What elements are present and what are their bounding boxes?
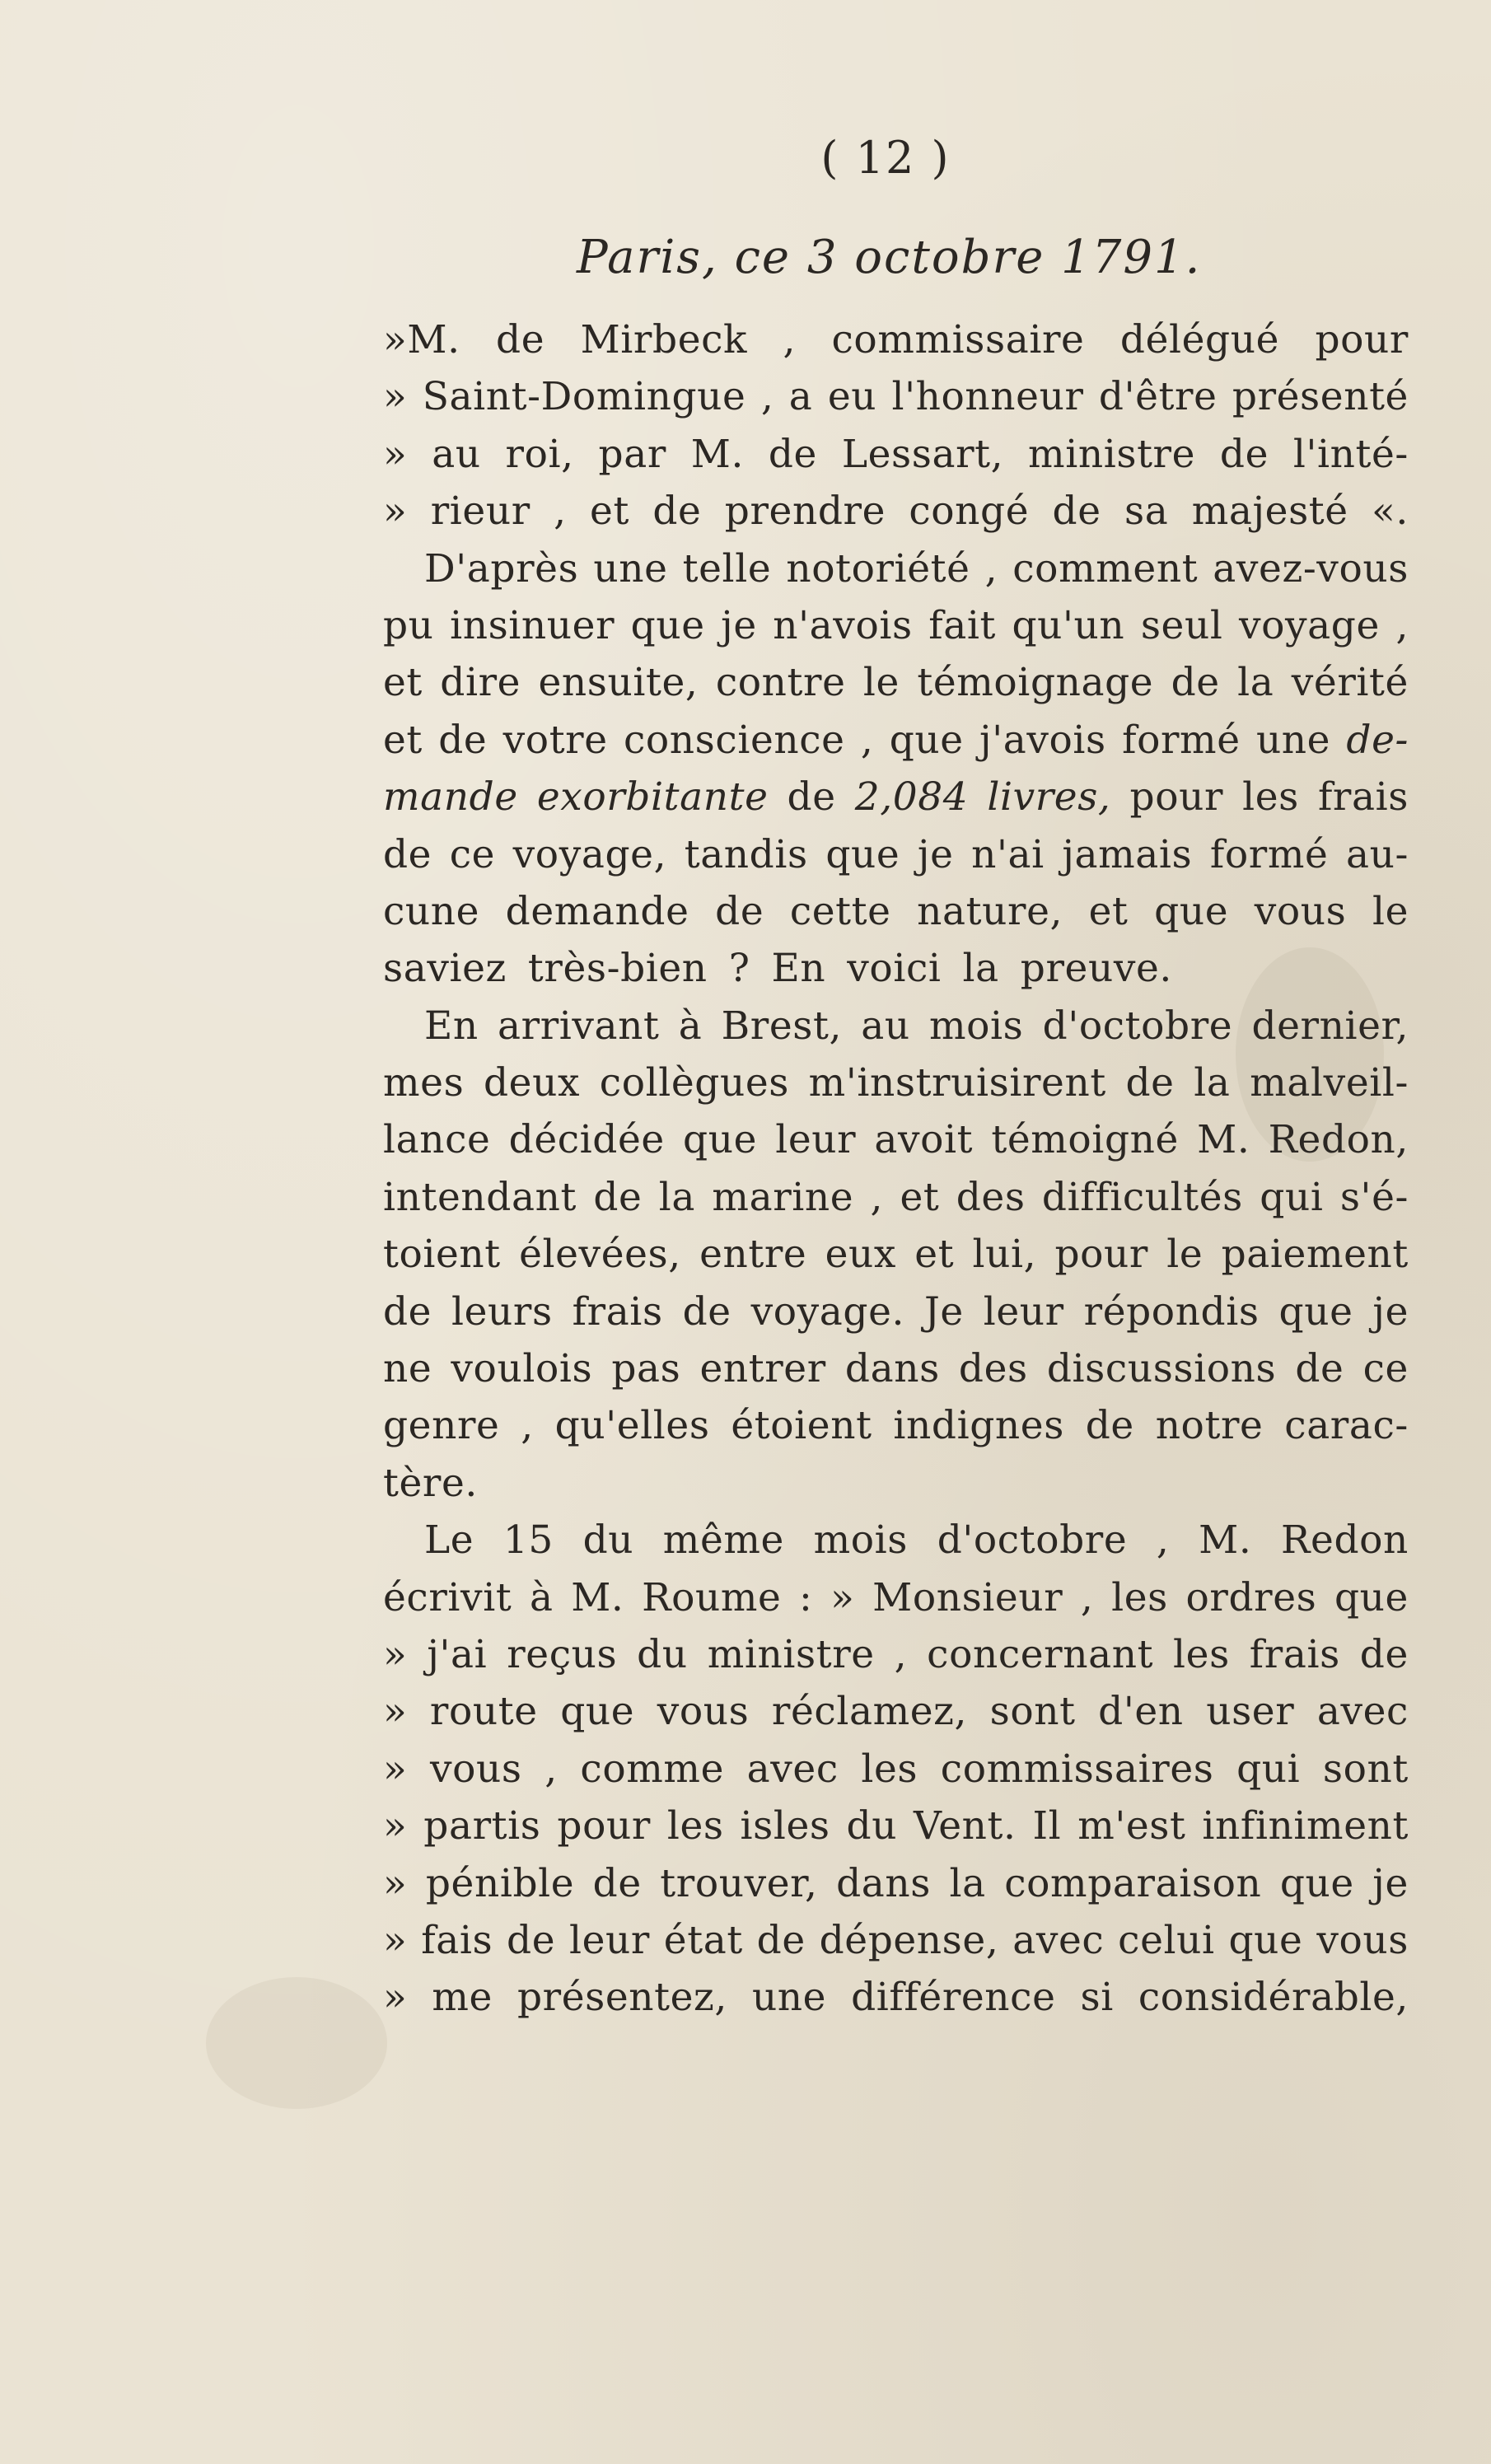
word: dernier, bbox=[1251, 1003, 1409, 1049]
word: que bbox=[889, 717, 964, 763]
text-line bbox=[383, 597, 1409, 654]
word: frais bbox=[1317, 774, 1409, 821]
word: du bbox=[637, 1631, 688, 1677]
word: l'inté- bbox=[1292, 431, 1409, 477]
word: reçus bbox=[507, 1631, 618, 1677]
word: présenté bbox=[1232, 374, 1409, 420]
text-line bbox=[383, 1169, 1409, 1226]
word: Vent. bbox=[914, 1803, 1017, 1849]
word: » bbox=[383, 1975, 408, 2021]
text-line bbox=[383, 368, 1409, 425]
word: 2,084 bbox=[854, 774, 969, 821]
text-line bbox=[383, 1798, 1409, 1854]
word: de bbox=[715, 888, 764, 934]
word: sont bbox=[1322, 1746, 1409, 1792]
word: pénible bbox=[425, 1860, 575, 1906]
word: frais bbox=[1249, 1631, 1340, 1677]
word: la bbox=[1194, 1060, 1231, 1106]
word: seul bbox=[1140, 602, 1223, 648]
word: commissaire bbox=[831, 317, 1085, 362]
word: les bbox=[861, 1746, 918, 1792]
word: la bbox=[962, 946, 999, 992]
word: une bbox=[1255, 717, 1331, 763]
word: la bbox=[1237, 660, 1274, 706]
word: et bbox=[900, 1174, 940, 1220]
word: rieur bbox=[430, 489, 530, 535]
word: avec bbox=[1316, 1689, 1409, 1735]
word: majesté bbox=[1191, 489, 1348, 535]
word: En bbox=[771, 946, 826, 992]
word: et bbox=[383, 660, 423, 706]
word: par bbox=[598, 431, 666, 477]
word: fais bbox=[421, 1917, 493, 1963]
word: que bbox=[683, 1117, 757, 1163]
word: , bbox=[984, 545, 998, 591]
word: du bbox=[582, 1517, 634, 1564]
text-line bbox=[383, 483, 1409, 540]
word: de bbox=[682, 1288, 731, 1335]
word: mande bbox=[383, 774, 518, 821]
word: je bbox=[917, 831, 954, 877]
word: M. bbox=[1197, 1117, 1250, 1163]
word: au- bbox=[1346, 831, 1409, 877]
word: pour bbox=[557, 1803, 651, 1849]
word: j'avois bbox=[979, 717, 1106, 763]
word: frais bbox=[572, 1288, 663, 1335]
word: votre bbox=[502, 717, 608, 763]
word: de bbox=[1359, 1631, 1409, 1677]
word: livres, bbox=[987, 774, 1111, 821]
word: même bbox=[662, 1517, 784, 1564]
page-number: ( 12 ) bbox=[820, 132, 951, 184]
word: partis bbox=[423, 1803, 541, 1849]
word: que bbox=[560, 1689, 635, 1735]
text-line bbox=[383, 1741, 1409, 1798]
word: roi, bbox=[505, 431, 574, 477]
word: demande bbox=[505, 888, 689, 934]
word: de bbox=[383, 1288, 432, 1335]
word: que bbox=[630, 602, 705, 648]
word: d'en bbox=[1098, 1689, 1184, 1735]
word: sa bbox=[1124, 489, 1169, 535]
word: ce bbox=[449, 831, 496, 877]
word: leur bbox=[775, 1117, 857, 1163]
text-line bbox=[383, 1569, 1409, 1626]
word: que bbox=[1279, 1860, 1354, 1906]
word: discussions bbox=[1046, 1346, 1277, 1392]
word: différence bbox=[851, 1975, 1056, 2021]
word: répondis bbox=[1083, 1288, 1260, 1335]
word: notoriété bbox=[786, 545, 970, 591]
word: malveil- bbox=[1250, 1060, 1409, 1106]
word: réclamez, bbox=[771, 1689, 968, 1735]
text-line bbox=[383, 654, 1409, 711]
word: qui bbox=[1236, 1746, 1301, 1792]
word: des bbox=[958, 1346, 1028, 1392]
word: écrivit bbox=[383, 1574, 512, 1620]
word: de bbox=[1219, 431, 1269, 477]
word: de bbox=[1171, 660, 1220, 706]
word: ne bbox=[383, 1346, 432, 1392]
word: l'honneur bbox=[891, 374, 1084, 420]
word: n'ai bbox=[971, 831, 1045, 877]
word: , bbox=[860, 717, 874, 763]
word: entrer bbox=[699, 1346, 826, 1392]
word: marine bbox=[712, 1174, 854, 1220]
word: pour bbox=[1054, 1232, 1148, 1278]
word: le bbox=[1372, 888, 1409, 934]
word: n'avois bbox=[773, 602, 913, 648]
word: » bbox=[830, 1574, 855, 1620]
word: » bbox=[383, 431, 408, 477]
word: vous bbox=[1316, 1917, 1409, 1963]
word: Redon, bbox=[1268, 1117, 1409, 1163]
text-line bbox=[383, 883, 1409, 940]
word: que bbox=[1228, 1917, 1303, 1963]
word: de bbox=[438, 717, 488, 763]
text-line bbox=[383, 1455, 1409, 1512]
text-line bbox=[383, 540, 1409, 597]
word: vous bbox=[1254, 888, 1347, 934]
text-line bbox=[383, 1226, 1409, 1283]
word: , bbox=[894, 1631, 908, 1677]
word: et bbox=[383, 717, 423, 763]
word: collègues bbox=[599, 1060, 789, 1106]
word: je bbox=[721, 602, 757, 648]
word: D'après bbox=[424, 545, 579, 591]
word: » bbox=[383, 1689, 408, 1735]
word: , bbox=[545, 1746, 558, 1792]
dateline: Paris, ce 3 octobre 1791. bbox=[577, 231, 1202, 284]
word: a bbox=[788, 374, 813, 420]
word: telle bbox=[682, 545, 772, 591]
word: Je bbox=[923, 1288, 964, 1335]
word: vous bbox=[429, 1746, 522, 1792]
word: lui, bbox=[972, 1232, 1037, 1278]
word: voyage. bbox=[750, 1288, 905, 1335]
word: si bbox=[1080, 1975, 1114, 2021]
word: de bbox=[756, 1917, 806, 1963]
word: de bbox=[768, 431, 817, 477]
word: d'être bbox=[1098, 374, 1218, 420]
word: eu bbox=[827, 374, 877, 420]
word: que bbox=[1334, 1574, 1409, 1620]
text-line bbox=[383, 1969, 1409, 2026]
word: saviez bbox=[383, 946, 507, 992]
word: entre bbox=[699, 1232, 807, 1278]
word: mes bbox=[383, 1060, 465, 1106]
text-line bbox=[383, 1111, 1409, 1168]
word: de bbox=[383, 831, 432, 877]
word: » bbox=[383, 1860, 408, 1906]
word: cune bbox=[383, 888, 480, 934]
word: tandis bbox=[684, 831, 808, 877]
word: au bbox=[432, 431, 481, 477]
word: indignes bbox=[893, 1403, 1064, 1449]
word: dire bbox=[440, 660, 521, 706]
word: j'ai bbox=[427, 1631, 488, 1677]
word: M. bbox=[1199, 1517, 1252, 1564]
word: étoient bbox=[731, 1403, 872, 1449]
paper-stain bbox=[206, 1977, 387, 2109]
word: de bbox=[496, 317, 545, 362]
word: M. bbox=[690, 431, 745, 477]
word: » bbox=[383, 1631, 408, 1677]
word: , bbox=[1080, 1574, 1094, 1620]
word: d'octobre bbox=[937, 1517, 1128, 1564]
word: et bbox=[1088, 888, 1129, 934]
word: toient bbox=[383, 1232, 501, 1278]
word: exorbitante bbox=[536, 774, 769, 821]
word: qu'elles bbox=[554, 1403, 710, 1449]
word: celui bbox=[1118, 1917, 1215, 1963]
word: carac- bbox=[1284, 1403, 1409, 1449]
word: genre bbox=[383, 1403, 500, 1449]
word: concernant bbox=[927, 1631, 1154, 1677]
word: deux bbox=[484, 1060, 581, 1106]
word: que bbox=[1154, 888, 1229, 934]
word: eux bbox=[825, 1232, 897, 1278]
word: décidée bbox=[508, 1117, 665, 1163]
text-line bbox=[383, 1855, 1409, 1912]
word: intendant bbox=[383, 1174, 577, 1220]
word: , bbox=[1395, 602, 1409, 648]
word: de bbox=[787, 774, 836, 821]
word: dans bbox=[844, 1346, 940, 1392]
text-line bbox=[383, 769, 1409, 825]
word: les bbox=[1173, 1631, 1230, 1677]
word: ce bbox=[1362, 1346, 1409, 1392]
word: leur bbox=[983, 1288, 1064, 1335]
word: qui bbox=[1260, 1174, 1324, 1220]
word: conscience bbox=[623, 717, 845, 763]
word: contre bbox=[715, 660, 846, 706]
word: ordres bbox=[1185, 1574, 1317, 1620]
word: leurs bbox=[451, 1288, 553, 1335]
text-line bbox=[383, 426, 1409, 483]
word: notre bbox=[1155, 1403, 1264, 1449]
word: Le bbox=[424, 1517, 474, 1564]
word: voici bbox=[847, 946, 942, 992]
word: comment bbox=[1012, 545, 1199, 591]
word: le bbox=[1166, 1232, 1204, 1278]
word: En bbox=[424, 1003, 479, 1049]
word: voyage bbox=[1238, 602, 1380, 648]
word: avec bbox=[1012, 1917, 1105, 1963]
word: m'est bbox=[1077, 1803, 1186, 1849]
word: Saint-Domingue bbox=[422, 374, 746, 420]
word: élevées, bbox=[519, 1232, 681, 1278]
word: » bbox=[383, 1803, 408, 1849]
word: à bbox=[678, 1003, 703, 1049]
word: qu'un bbox=[1012, 602, 1125, 648]
word: du bbox=[846, 1803, 898, 1849]
word: difficultés bbox=[1041, 1174, 1243, 1220]
word: , bbox=[760, 374, 774, 420]
word: leur bbox=[568, 1917, 650, 1963]
word: de bbox=[1125, 1060, 1175, 1106]
word: formé bbox=[1209, 831, 1329, 877]
text-line bbox=[383, 1912, 1409, 1969]
word: isles bbox=[740, 1803, 830, 1849]
word: route bbox=[429, 1689, 538, 1735]
word: ensuite, bbox=[538, 660, 699, 706]
word: dans bbox=[836, 1860, 931, 1906]
word: des bbox=[956, 1174, 1026, 1220]
word: une bbox=[751, 1975, 827, 2021]
word: avec bbox=[746, 1746, 839, 1792]
word: » bbox=[383, 374, 408, 420]
word: congé bbox=[909, 489, 1030, 535]
word: »M. bbox=[383, 317, 460, 362]
word: le bbox=[862, 660, 900, 706]
word: sont bbox=[989, 1689, 1076, 1735]
body-text bbox=[383, 311, 1409, 2027]
word: état bbox=[663, 1917, 743, 1963]
word: de bbox=[1295, 1346, 1344, 1392]
word: » bbox=[383, 1746, 408, 1792]
word: m'instruisirent bbox=[808, 1060, 1106, 1106]
word: témoigné bbox=[991, 1117, 1179, 1163]
word: voyage, bbox=[512, 831, 667, 877]
word: avoit bbox=[874, 1117, 974, 1163]
word: je bbox=[1372, 1860, 1409, 1906]
word: » bbox=[383, 1917, 408, 1963]
word: de- bbox=[1346, 717, 1409, 763]
text-line bbox=[383, 1054, 1409, 1111]
word: user bbox=[1206, 1689, 1295, 1735]
word: , bbox=[783, 317, 797, 362]
word: commissaires bbox=[940, 1746, 1214, 1792]
word: Mirbeck bbox=[580, 317, 748, 362]
word: , bbox=[870, 1174, 884, 1220]
text-line bbox=[383, 998, 1409, 1054]
word: comme bbox=[580, 1746, 724, 1792]
word: s'é- bbox=[1339, 1174, 1409, 1220]
word: les bbox=[666, 1803, 724, 1849]
word: les bbox=[1242, 774, 1299, 821]
word: formé bbox=[1122, 717, 1241, 763]
word: de bbox=[652, 489, 702, 535]
word: mois bbox=[813, 1517, 909, 1564]
word: preuve. bbox=[1020, 946, 1172, 992]
word: très-bien bbox=[527, 946, 708, 992]
text-line bbox=[383, 1683, 1409, 1740]
word: Roume bbox=[642, 1574, 782, 1620]
word: les bbox=[1111, 1574, 1168, 1620]
word: ? bbox=[728, 946, 750, 992]
word: pu bbox=[383, 602, 434, 648]
word: pour bbox=[1315, 317, 1409, 362]
word: et bbox=[590, 489, 629, 535]
word: pas bbox=[611, 1346, 681, 1392]
word: insinuer bbox=[450, 602, 615, 648]
word: Redon bbox=[1281, 1517, 1409, 1564]
word: «. bbox=[1372, 489, 1409, 535]
word: jamais bbox=[1062, 831, 1193, 877]
word: considérable, bbox=[1138, 1975, 1409, 2021]
word: une bbox=[593, 545, 668, 591]
word: Il bbox=[1032, 1803, 1062, 1849]
word: arrivant bbox=[498, 1003, 660, 1049]
word: à bbox=[529, 1574, 554, 1620]
word: trouver, bbox=[660, 1860, 818, 1906]
word: avez-vous bbox=[1213, 545, 1409, 591]
word: lance bbox=[383, 1117, 491, 1163]
word: : bbox=[799, 1574, 813, 1620]
word: de bbox=[1052, 489, 1101, 535]
word: vérité bbox=[1291, 660, 1409, 706]
word: je bbox=[1372, 1288, 1409, 1335]
word: M. bbox=[571, 1574, 624, 1620]
word: de bbox=[507, 1917, 556, 1963]
word: la bbox=[949, 1860, 986, 1906]
word: ministre bbox=[707, 1631, 875, 1677]
word: que bbox=[1278, 1288, 1353, 1335]
text-line bbox=[383, 1397, 1409, 1454]
text-line bbox=[383, 1340, 1409, 1397]
word: mois bbox=[928, 1003, 1024, 1049]
word: la bbox=[658, 1174, 696, 1220]
word: pour bbox=[1129, 774, 1224, 821]
word: prendre bbox=[724, 489, 886, 535]
word: paiement bbox=[1221, 1232, 1409, 1278]
word: Brest, bbox=[721, 1003, 843, 1049]
word: de bbox=[593, 1174, 643, 1220]
word: de bbox=[592, 1860, 642, 1906]
word: fait bbox=[928, 602, 996, 648]
text-line bbox=[383, 1512, 1409, 1569]
word: infiniment bbox=[1202, 1803, 1409, 1849]
word: vous bbox=[657, 1689, 750, 1735]
word: 15 bbox=[502, 1517, 554, 1564]
text-line bbox=[383, 712, 1409, 769]
word: au bbox=[861, 1003, 910, 1049]
word: et bbox=[914, 1232, 955, 1278]
text-line bbox=[383, 826, 1409, 883]
word: cette bbox=[789, 888, 891, 934]
text-line bbox=[383, 1283, 1409, 1340]
word: d'octobre bbox=[1042, 1003, 1233, 1049]
word: , bbox=[554, 489, 567, 535]
word: de bbox=[1085, 1403, 1134, 1449]
word: Monsieur bbox=[872, 1574, 1063, 1620]
word: dépense, bbox=[819, 1917, 999, 1963]
word: , bbox=[521, 1403, 534, 1449]
word: témoignage bbox=[917, 660, 1154, 706]
word: délégué bbox=[1119, 317, 1280, 362]
word: présentez, bbox=[516, 1975, 727, 2021]
word: Lessart, bbox=[841, 431, 1004, 477]
text-line bbox=[383, 1626, 1409, 1683]
text-line bbox=[383, 311, 1409, 368]
word: ministre bbox=[1028, 431, 1196, 477]
word: nature, bbox=[917, 888, 1063, 934]
word: tère. bbox=[383, 1460, 478, 1506]
word: me bbox=[432, 1975, 493, 2021]
word: , bbox=[1156, 1517, 1170, 1564]
word: comparaison bbox=[1004, 1860, 1262, 1906]
word: que bbox=[825, 831, 900, 877]
word: » bbox=[383, 489, 408, 535]
word: voulois bbox=[451, 1346, 593, 1392]
text-line bbox=[383, 940, 1409, 997]
